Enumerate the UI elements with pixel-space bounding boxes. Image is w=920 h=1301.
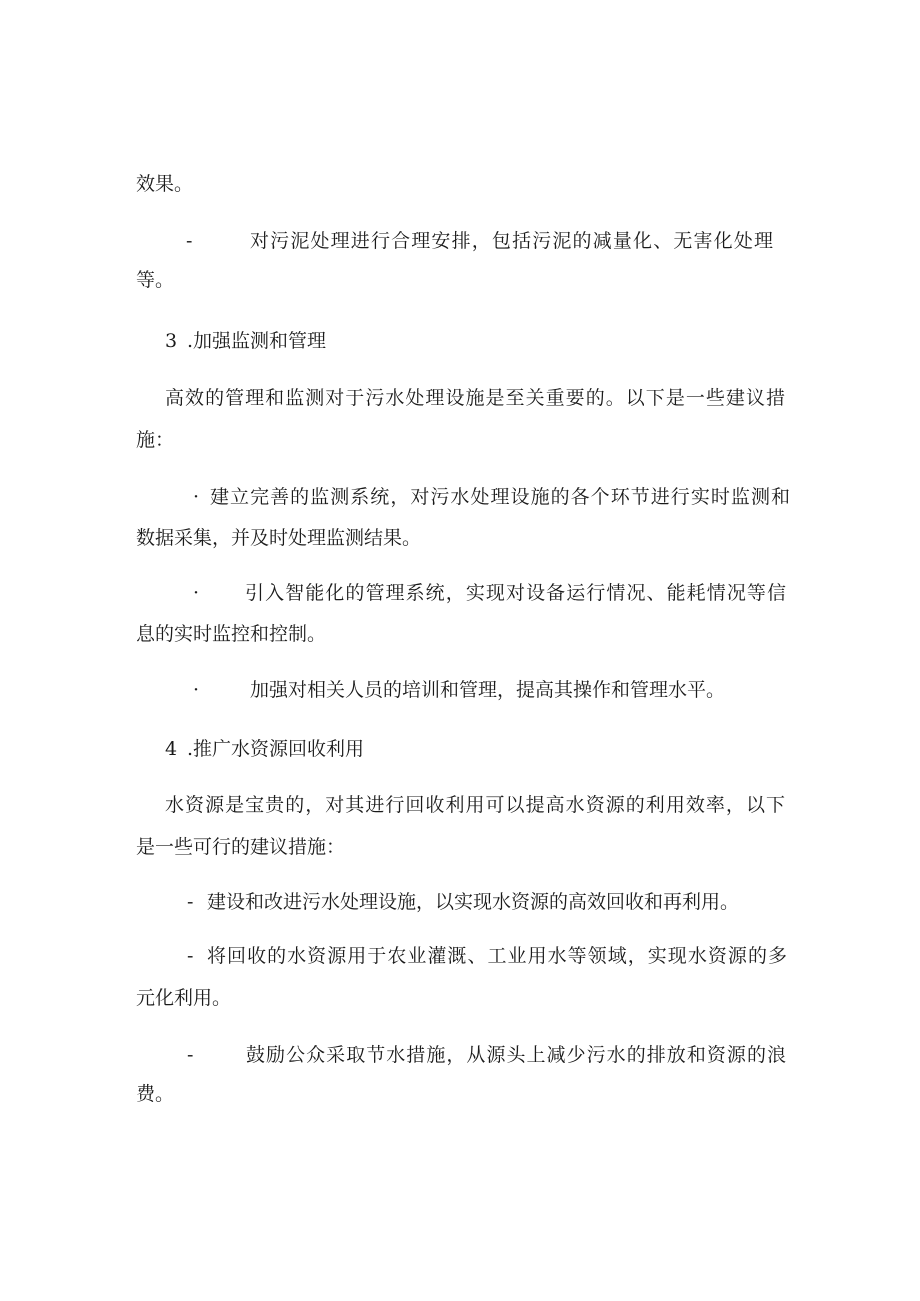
list-item-text: 对污泥处理进行合理安排，包括污泥的减量化、无害化处理 xyxy=(250,230,773,252)
section-number: 3 xyxy=(165,330,178,352)
list-item-text: 引入智能化的管理系统，实现对设备运行情况、能耗情况等信 xyxy=(245,582,786,604)
paragraph-line: 施： xyxy=(136,429,175,451)
list-item-text: 鼓励公众采取节水措施，从源头上减少污水的排放和资源的浪 xyxy=(246,1044,786,1066)
paragraph-line: 是一些可行的建议措施： xyxy=(136,836,346,858)
section-heading: .推广水资源回收利用 xyxy=(187,738,365,760)
list-item-text: 建立完善的监测系统，对污水处理设施的各个环节进行实时监测和 xyxy=(210,486,790,508)
paragraph-line: 等。 xyxy=(136,269,175,291)
bullet-marker: · xyxy=(193,582,200,604)
paragraph-line: 效果。 xyxy=(136,173,194,195)
dash-marker: - xyxy=(187,1044,194,1066)
section-heading: .加强监测和管理 xyxy=(187,330,327,352)
dash-marker: - xyxy=(186,230,193,252)
paragraph-line: 息的实时监控和控制。 xyxy=(136,623,327,645)
list-item-text: 将回收的水资源用于农业灌溉、工业用水等领域，实现水资源的多 xyxy=(207,945,787,967)
paragraph-line: 元化利用。 xyxy=(136,987,232,1009)
list-item-text: 加强对相关人员的培训和管理，提高其操作和管理水平。 xyxy=(250,679,726,701)
paragraph-line: 费。 xyxy=(136,1083,175,1105)
bullet-marker: · xyxy=(193,486,200,508)
paragraph-line: 高效的管理和监测对于污水处理设施是至关重要的。以下是一些建议措 xyxy=(165,387,785,409)
paragraph-line: 数据采集，并及时处理监测结果。 xyxy=(136,527,422,549)
bullet-marker: · xyxy=(193,679,200,701)
dash-marker: - xyxy=(187,945,194,967)
section-number: 4 xyxy=(165,738,178,760)
paragraph-line: 水资源是宝贵的，对其进行回收利用可以提高水资源的利用效率，以下 xyxy=(165,794,785,816)
list-item-text: 建设和改进污水处理设施，以实现水资源的高效回收和再利用。 xyxy=(207,891,740,913)
dash-marker: - xyxy=(187,891,194,913)
